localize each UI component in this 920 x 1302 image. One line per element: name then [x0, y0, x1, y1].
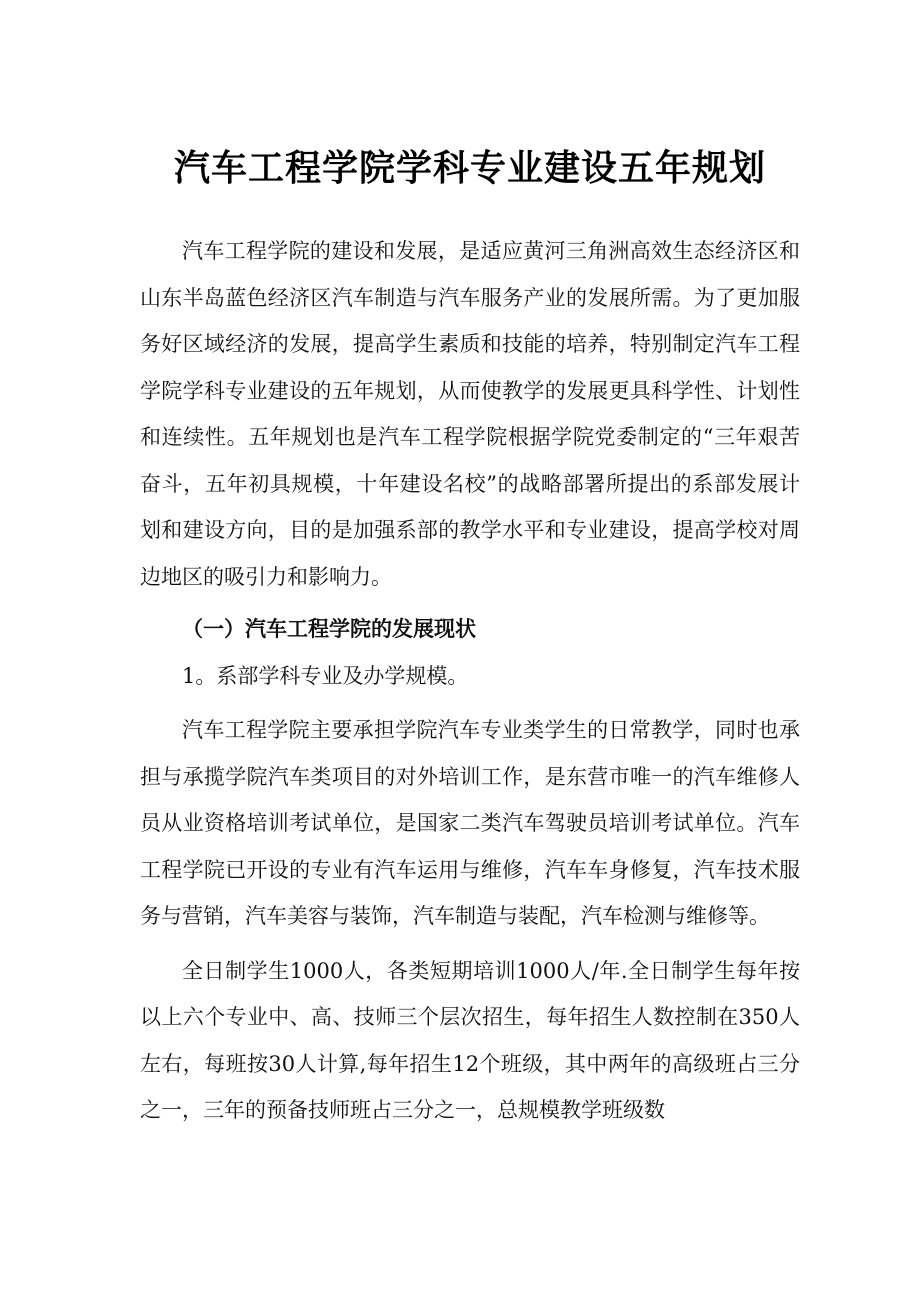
section-heading-development-status: （一）汽车工程学院的发展现状 — [182, 616, 476, 641]
document-body — [140, 146, 800, 1134]
subsection-heading-scale: 1。系部学科专业及办学规模。 — [182, 663, 469, 688]
document-title: 汽车工程学院学科专业建设五年规划 — [173, 147, 766, 189]
body-paragraph-enrollment: 全日制学生1000人，各类短期培训1000人/年.全日制学生每年按以上六个专业中、高、技师三个层次招生，每年招生人数控制在350人左右，每班按30人计算,每年招生12个班级，其中两年的高级班占三分之一，三年的预备技师班占三分之一，总规模教学班级数 — [140, 958, 800, 1122]
intro-paragraph: 汽车工程学院的建设和发展，是适应黄河三角洲高效生态经济区和山东半岛蓝色经济区汽车制造与汽车服务产业的发展所需。为了更加服务好区域经济的发展，提高学生素质和技能的培养，特别制定汽车工程学院学科专业建设的五年规划，从而使教学的发展更具科学性、计划性和连续性。五年规划也是汽车工程学院根据学院党委制定的“三年艰苦奋斗，五年初具规模，十年建设名校”的战略部署所提出的系部发展计划和建设方向，目的是加强系部的教学水平和专业建设，提高学校对周边地区的吸引力和影响力。 — [140, 239, 800, 589]
body-paragraph-responsibilities: 汽车工程学院主要承担学院汽车专业类学生的日常教学，同时也承担与承揽学院汽车类项目的对外培训工作，是东营市唯一的汽车维修人员从业资格培训考试单位，是国家二类汽车驾驶员培训考试单位。汽车工程学院已开设的专业有汽车运用与维修，汽车车身修复，汽车技术服务与营销，汽车美容与装饰，汽车制造与装配，汽车检测与维修等。 — [140, 718, 800, 928]
